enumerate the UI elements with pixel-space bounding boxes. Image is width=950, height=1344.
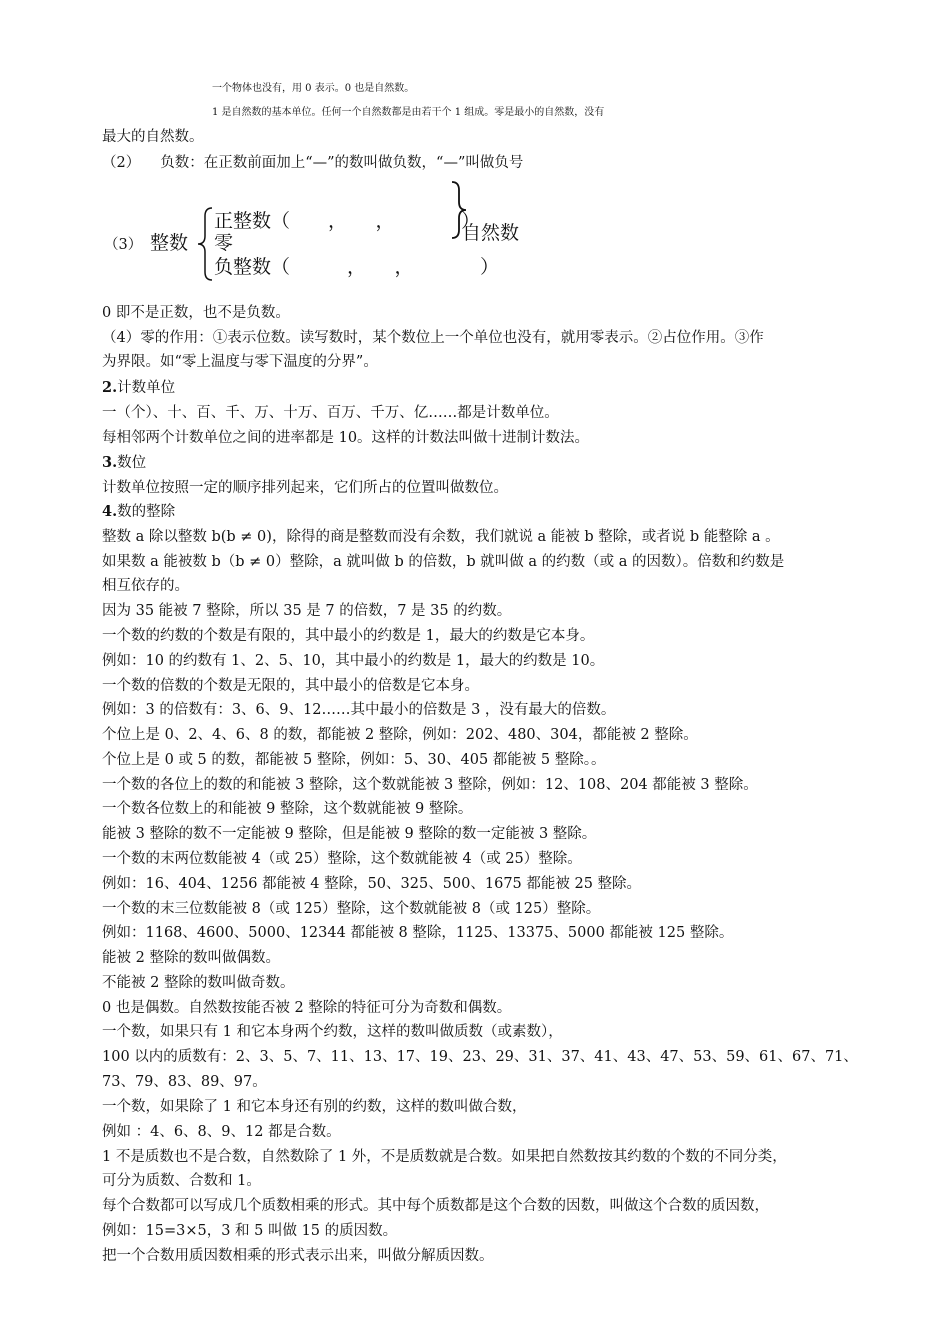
- text-line: 个位上是 0、2、4、6、8 的数，都能被 2 整除，例如：202、480、304，都能被 2 整除。: [102, 727, 698, 743]
- section-title: 数的整除: [117, 504, 176, 520]
- text-line: 一个数的约数的个数是有限的，其中最小的约数是 1，最大的约数是它本身。: [102, 628, 595, 644]
- text-line: 把一个合数用质因数相乘的形式表示出来，叫做分解质因数。: [102, 1248, 494, 1264]
- text-line: 0 即不是正数，也不是负数。: [102, 305, 290, 321]
- text-line: 例如：16、404、1256 都能被 4 整除，50、325、500、1675 都能被 25 整除。: [102, 876, 642, 892]
- item-number: （2）: [102, 155, 141, 171]
- text-line: 个位上是 0 或 5 的数，都能被 5 整除，例如：5、30、405 都能被 5 整除。。: [102, 752, 606, 768]
- text-line: 一个数的末三位数能被 8（或 125）整除，这个数就能被 8（或 125）整除。: [102, 901, 601, 917]
- natural-number-label: 自然数: [462, 222, 520, 244]
- text-line: 一个物体也没有，用 0 表示。0 也是自然数。: [212, 83, 415, 94]
- left-brace-icon: [196, 206, 216, 282]
- text-line: 例如：1168、4600、5000、12344 都能被 8 整除，1125、13375、5000 都能被 125 整除。: [102, 925, 734, 941]
- classification-row-negative: 负整数（ ， ， ）: [214, 256, 500, 278]
- section-title: 数位: [117, 455, 147, 471]
- text-line: 能被 3 整除的数不一定能被 9 整除，但是能被 9 整除的数一定能被 3 整除。: [102, 826, 597, 842]
- classification-row-zero: 零: [214, 232, 234, 254]
- text-line: 例如 ：4、6、8、9、12 都是合数。: [102, 1124, 341, 1140]
- text-line: 能被 2 整除的数叫做偶数。: [102, 950, 280, 966]
- text-line: 一个数的末两位数能被 4（或 25）整除，这个数就能被 4（或 25）整除。: [102, 851, 582, 867]
- classification-label: 整数: [150, 232, 189, 254]
- text-line: 整数 a 除以整数 b(b ≠ 0)，除得的商是整数而没有余数，我们就说 a 能被 b 整除，或者说 b 能整除 a 。: [102, 529, 780, 545]
- section-title: 计数单位: [117, 380, 176, 396]
- text-line: 一个数的倍数的个数是无限的，其中最小的倍数是它本身。: [102, 678, 479, 694]
- text-line: 如果数 a 能被数 b（b ≠ 0）整除，a 就叫做 b 的倍数，b 就叫做 a 的约数（或 a 的因数）。倍数和约数是: [102, 554, 785, 570]
- text-line: 73、79、83、89、97。: [102, 1074, 267, 1090]
- text-line: 一（个）、十、百、千、万、十万、百万、千万、亿……都是计数单位。: [102, 405, 559, 421]
- text-line: 一个数，如果除了 1 和它本身还有别的约数，这样的数叫做合数，: [102, 1099, 527, 1115]
- text-line: 例如：3 的倍数有：3、6、9、12……其中最小的倍数是 3 ，没有最大的倍数。: [102, 702, 616, 718]
- section-heading: [102, 376, 872, 400]
- text-line: 不能被 2 整除的数叫做奇数。: [102, 975, 295, 991]
- section-number: 3.: [102, 454, 118, 471]
- text-line: 例如：15=3×5，3 和 5 叫做 15 的质因数。: [102, 1223, 398, 1239]
- text-line: 为界限。如“零上温度与零下温度的分界”。: [102, 354, 378, 370]
- text-line: 相互依存的。: [102, 578, 189, 594]
- text-line: 0 也是偶数。自然数按能否被 2 整除的特征可分为奇数和偶数。: [102, 1000, 512, 1016]
- item-number: （3）: [104, 237, 143, 253]
- text-line: 1 是自然数的基本单位。任何一个自然数都是由若干个 1 组成。零是最小的自然数，没有: [212, 107, 605, 118]
- text-line: [102, 151, 872, 175]
- text-line: 可分为质数、合数和 1。: [102, 1173, 261, 1189]
- section-number: 2.: [102, 379, 118, 396]
- text-line: （4）零的作用：①表示位数。读写数时，某个数位上一个单位也没有，就用零表示。②占位作用。③作: [102, 330, 764, 346]
- text-line: 1 不是质数也不是合数，自然数除了 1 外，不是质数就是合数。如果把自然数按其约数的个数的不同分类，: [102, 1149, 787, 1165]
- text-line: 一个数的各位上的数的和能被 3 整除，这个数就能被 3 整除，例如：12、108、204 都能被 3 整除。: [102, 777, 758, 793]
- text-line: 例如：10 的约数有 1、2、5、10，其中最小的约数是 1，最大的约数是 10。: [102, 653, 605, 669]
- text-line: 计数单位按照一定的顺序排列起来，它们所占的位置叫做数位。: [102, 480, 508, 496]
- item-text: 负数：在正数前面加上“—”的数叫做负数，“—”叫做负号: [160, 155, 524, 171]
- section-heading: [102, 451, 872, 475]
- text-line: 100 以内的质数有：2、3、5、7、11、13、17、19、23、29、31、37、41、43、47、53、59、61、67、71、: [102, 1049, 858, 1065]
- text-line: 一个数各位数上的和能被 9 整除，这个数就能被 9 整除。: [102, 801, 473, 817]
- section-number: 4.: [102, 503, 118, 520]
- text-line: 最大的自然数。: [102, 129, 204, 145]
- section-heading: [102, 500, 872, 524]
- classification-row-positive: 正整数（ ， ， ）: [214, 210, 481, 232]
- text-line: 因为 35 能被 7 整除，所以 35 是 7 的倍数，7 是 35 的约数。: [102, 603, 512, 619]
- text-line: 每相邻两个计数单位之间的进率都是 10。这样的计数法叫做十进制计数法。: [102, 430, 590, 446]
- text-line: 一个数，如果只有 1 和它本身两个约数，这样的数叫做质数（或素数），: [102, 1024, 563, 1040]
- text-line: 每个合数都可以写成几个质数相乘的形式。其中每个质数都是这个合数的因数，叫做这个合数的质因数，: [102, 1198, 769, 1214]
